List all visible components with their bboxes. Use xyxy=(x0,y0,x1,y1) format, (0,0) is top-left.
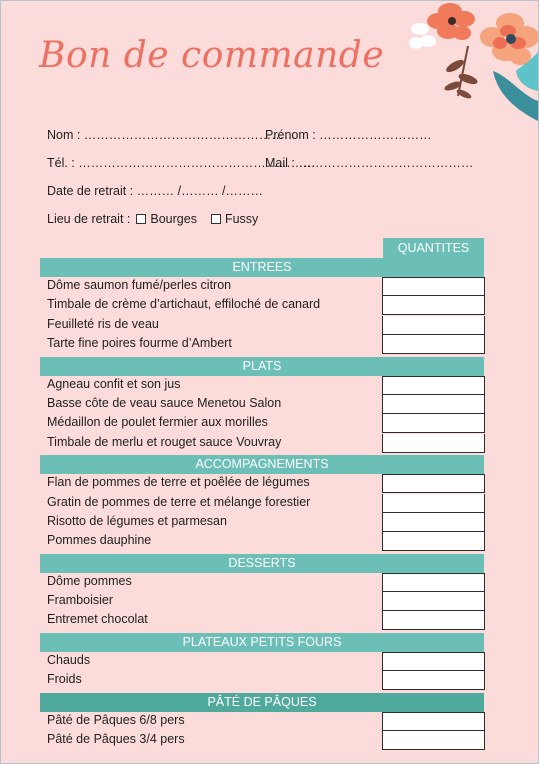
page-title: Bon de commande xyxy=(39,35,385,76)
bourges-label: Bourges xyxy=(150,212,197,226)
quantity-input[interactable] xyxy=(382,277,485,296)
menu-item-label: Dôme pommes xyxy=(47,573,132,588)
menu-item-row xyxy=(40,434,484,453)
section-header: ENTREES xyxy=(40,258,484,277)
menu-item-label: Froids xyxy=(47,672,82,687)
flower-decoration xyxy=(398,1,538,121)
menu-item-row xyxy=(40,731,484,750)
menu-item-label: Basse côte de veau sauce Menetou Salon xyxy=(47,395,282,410)
menu-item-row xyxy=(40,395,484,414)
menu-item-label: Dôme saumon fumé/perles citron xyxy=(47,278,232,292)
order-table xyxy=(40,258,484,750)
menu-item-row xyxy=(40,573,484,592)
quantity-input[interactable] xyxy=(382,335,485,354)
menu-item-row xyxy=(40,532,484,551)
quantity-input[interactable] xyxy=(382,395,485,414)
menu-item-row xyxy=(40,712,484,731)
menu-item-label: Pâté de Pâques 3/4 pers xyxy=(47,732,185,747)
menu-item-label: Framboisier xyxy=(47,593,113,608)
menu-item-label: Entremet chocolat xyxy=(47,612,148,627)
fussy-label: Fussy xyxy=(224,212,259,226)
quantity-input[interactable] xyxy=(382,316,485,335)
menu-item-row xyxy=(40,494,484,513)
prenom-field[interactable]: Prénom : ……………………… xyxy=(265,128,432,142)
quantites-header: QUANTITES xyxy=(383,238,484,258)
quantity-input[interactable] xyxy=(382,611,485,630)
menu-item-label: Pâté de Pâques 6/8 pers xyxy=(47,712,185,727)
tel-field[interactable]: Tél. : ………………………………………………… xyxy=(47,156,316,170)
nom-field[interactable]: Nom : …………………………………………… xyxy=(47,128,297,142)
quantity-input[interactable] xyxy=(382,573,485,592)
lieu-retrait-label: Lieu de retrait : xyxy=(47,212,131,226)
section-header: ACCOMPAGNEMENTS xyxy=(40,455,484,474)
quantity-input[interactable] xyxy=(382,434,485,453)
menu-item-row xyxy=(40,316,484,335)
quantity-input[interactable] xyxy=(382,652,485,671)
menu-item-row xyxy=(40,474,484,493)
menu-item-label: Timbale de merlu et rouget sauce Vouvray xyxy=(47,434,282,449)
menu-item-row xyxy=(40,652,484,671)
menu-item-row xyxy=(40,611,484,630)
section-header: PLATEAUX PETITS FOURS xyxy=(40,633,484,652)
menu-item-row xyxy=(40,277,484,296)
quantity-input[interactable] xyxy=(382,376,485,395)
quantity-input[interactable] xyxy=(382,474,485,493)
menu-item-label: Tarte fine poires fourme d’Ambert xyxy=(47,336,232,351)
mail-field[interactable]: Mail : …………………………………… xyxy=(265,156,474,170)
section-header: PÂTÉ DE PÂQUES xyxy=(40,693,484,712)
menu-item-row xyxy=(40,335,484,354)
date-retrait-field[interactable]: Date de retrait : ……… /……… /……… xyxy=(47,184,264,198)
section-header: DESSERTS xyxy=(40,554,484,573)
quantity-input[interactable] xyxy=(382,513,485,532)
menu-item-label: Médaillon de poulet fermier aux morilles xyxy=(47,415,268,430)
menu-item-label: Timbale de crème d’artichaut, effiloché de canard xyxy=(47,297,321,312)
menu-item-label: Flan de pommes de terre et poêlée de légumes xyxy=(47,475,310,490)
menu-item-label: Risotto de légumes et parmesan xyxy=(47,513,227,528)
menu-item-label: Feuilleté ris de veau xyxy=(47,316,159,331)
quantity-input[interactable] xyxy=(382,296,485,315)
fussy-checkbox[interactable] xyxy=(211,214,221,224)
quantity-input[interactable] xyxy=(382,592,485,611)
quantity-input[interactable] xyxy=(382,731,485,750)
menu-item-row xyxy=(40,671,484,690)
menu-item-label: Agneau confit et son jus xyxy=(47,376,181,391)
menu-item-row xyxy=(40,414,484,433)
menu-item-row xyxy=(40,513,484,532)
menu-item-row xyxy=(40,296,484,315)
quantity-input[interactable] xyxy=(382,532,485,551)
menu-item-label: Pommes dauphine xyxy=(47,533,152,548)
menu-item-row xyxy=(40,592,484,611)
menu-item-label: Chauds xyxy=(47,652,91,667)
quantity-input[interactable] xyxy=(382,671,485,690)
bourges-checkbox[interactable] xyxy=(136,214,146,224)
quantity-input[interactable] xyxy=(382,414,485,433)
menu-item-label: Gratin de pommes de terre et mélange forestier xyxy=(47,494,311,509)
menu-item-row xyxy=(40,376,484,395)
lieu-retrait-field xyxy=(47,212,258,226)
quantity-input[interactable] xyxy=(382,494,485,513)
section-header: PLATS xyxy=(40,357,484,376)
quantity-input[interactable] xyxy=(382,712,485,731)
